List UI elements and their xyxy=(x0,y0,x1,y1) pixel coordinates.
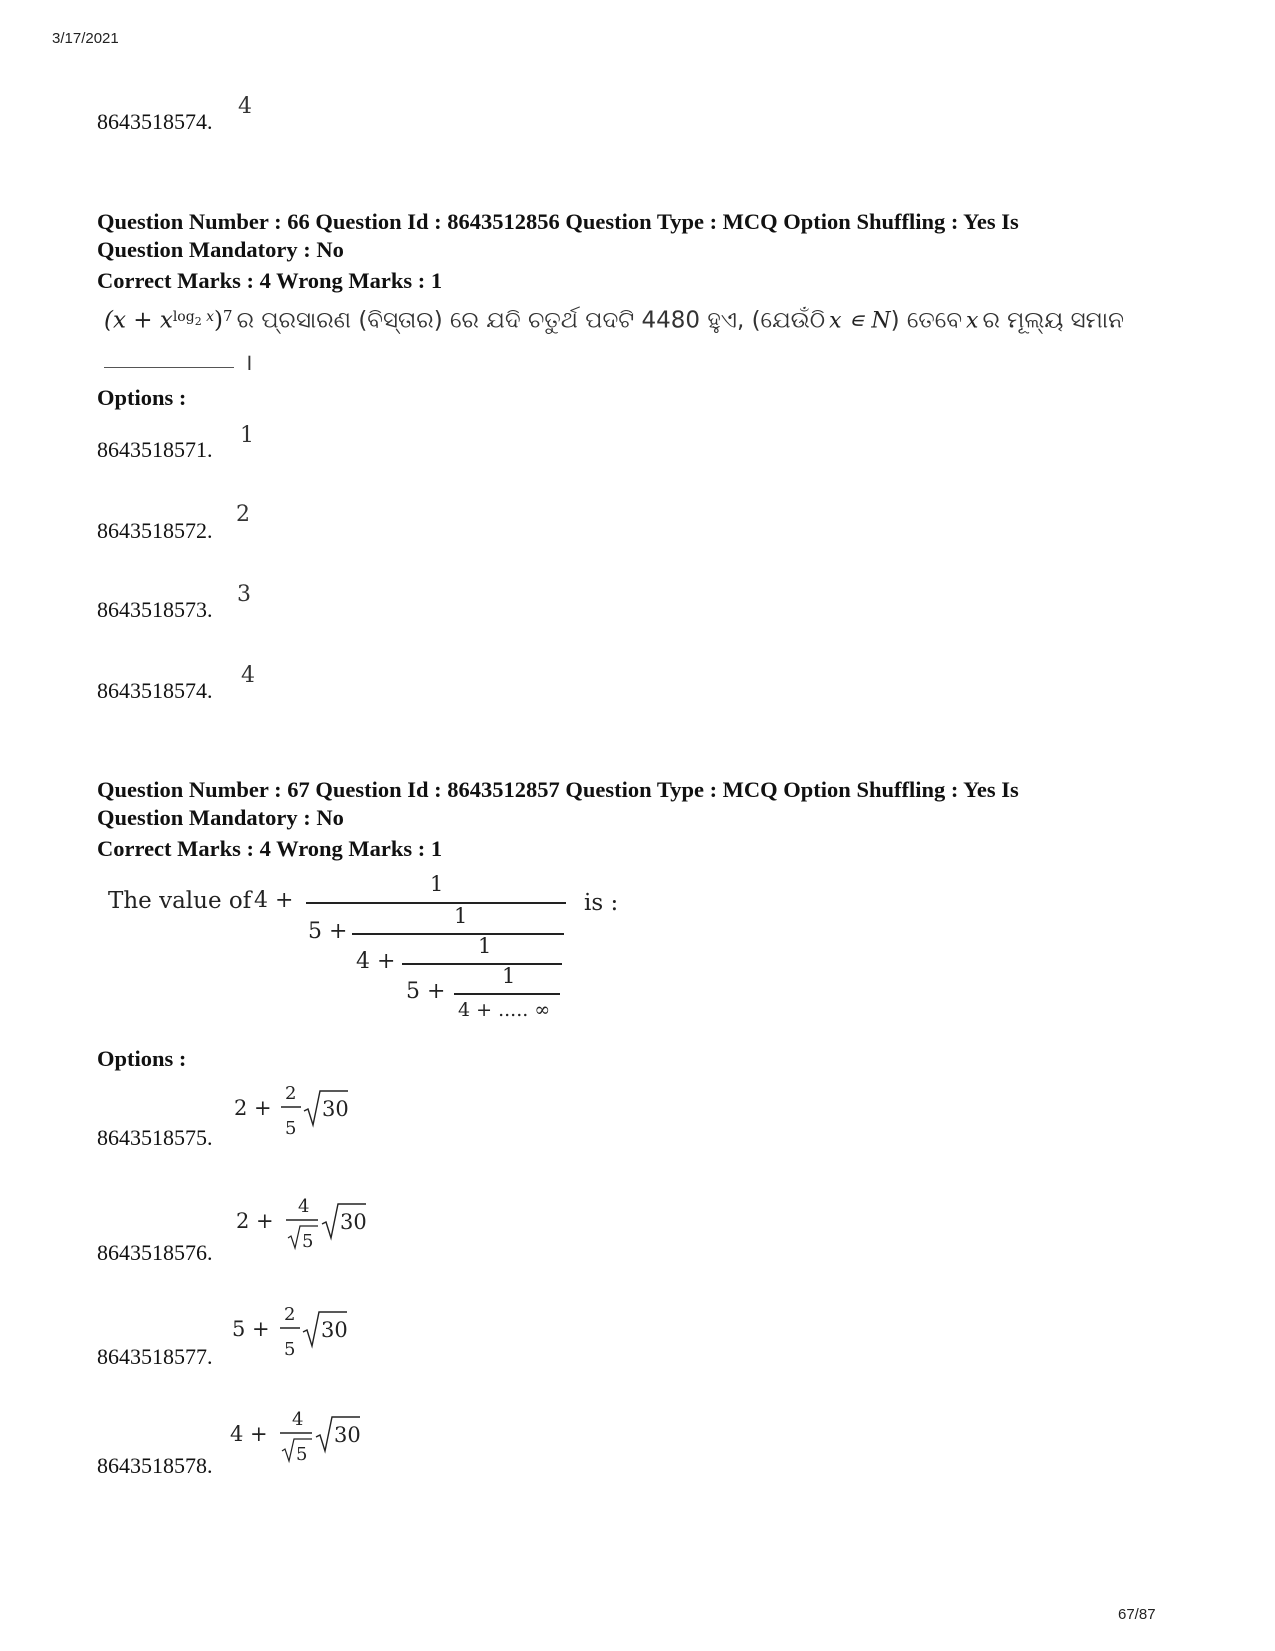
q67-option-1-radicand: 30 xyxy=(322,1097,349,1121)
q66-stem-text-3: ର ମୂଲ୍ୟ ସମାନ xyxy=(982,307,1124,334)
q67-option-3-radicand: 30 xyxy=(321,1318,348,1342)
q67-cf-bar-3 xyxy=(402,963,562,965)
q66-options-label: Options : xyxy=(97,385,187,410)
q67-option-3-math xyxy=(228,1298,358,1360)
q67-cf-num-2: 1 xyxy=(454,904,468,928)
print-date: 3/17/2021 xyxy=(52,30,119,47)
q67-option-1-num: 2 xyxy=(285,1083,297,1104)
q66-expr-log-arg: x xyxy=(201,309,215,325)
q67-continued-fraction xyxy=(104,872,644,1032)
q67-cf-bar-1 xyxy=(306,902,566,904)
q66-stem-text-2: ) ତେବେ xyxy=(890,307,963,334)
q66-answer-blank xyxy=(104,367,234,368)
q66-option-3-value: 3 xyxy=(237,582,251,607)
q67-option-1-whole: 2 + xyxy=(234,1096,272,1120)
q67-option-2-radicand: 30 xyxy=(340,1210,367,1234)
q67-option-3-num: 2 xyxy=(284,1304,296,1325)
q66-option-4-value: 4 xyxy=(241,663,255,688)
q67-suffix: is : xyxy=(584,890,619,916)
q67-options-label: Options : xyxy=(97,1046,187,1071)
q67-cf-term-2: 5 + xyxy=(308,919,348,944)
q67-option-3-id: 8643518577. xyxy=(97,1344,213,1369)
q67-option-4-math xyxy=(226,1400,366,1466)
q67-cf-bar-2 xyxy=(352,933,564,935)
q67-option-2-math xyxy=(232,1188,372,1254)
q67-option-4-num: 4 xyxy=(292,1409,304,1430)
q67-cf-tail: 4 + ..... ∞ xyxy=(458,999,551,1021)
q66-option-3-id: 8643518573. xyxy=(97,597,213,622)
q66-expr-base: (x + x xyxy=(104,307,173,334)
q67-option-4-radicand: 30 xyxy=(334,1423,361,1447)
q66-marks: Correct Marks : 4 Wrong Marks : 1 xyxy=(97,268,443,293)
q66-option-1-value: 1 xyxy=(240,423,254,448)
q66-option-2-id: 8643518572. xyxy=(97,518,213,543)
q66-expr-power: 7 xyxy=(223,307,233,325)
q67-header: Question Number : 67 Question Id : 8643512857 Question Type : MCQ Option Shuffling : Yes Is Question Mandatory : No xyxy=(97,777,1019,830)
q66-question-stem xyxy=(104,305,1144,375)
q67-option-1-den: 5 xyxy=(285,1118,297,1139)
q66-option-2-value: 2 xyxy=(236,502,250,527)
q67-option-1-id: 8643518575. xyxy=(97,1125,213,1150)
q67-cf-term-1: 4 + xyxy=(254,888,294,913)
q66-stem-text-1: ର ପ୍ରସାରଣ (ବିସ୍ତାର) ରେ ଯଦି ଚତୁର୍ଥ ପଦଟି 4480 ହୁଏ, (ଯେଉଁଠି xyxy=(236,307,826,334)
q66-header: Question Number : 66 Question Id : 8643512856 Question Type : MCQ Option Shuffling : Yes Is Question Mandatory : No xyxy=(97,209,1019,262)
q67-cf-term-4: 5 + xyxy=(406,979,446,1004)
q67-option-2-num: 4 xyxy=(298,1196,310,1217)
q67-option-1-math xyxy=(230,1078,360,1140)
q67-marks: Correct Marks : 4 Wrong Marks : 1 xyxy=(97,836,443,861)
q66-option-4-id: 8643518574. xyxy=(97,678,213,703)
q67-cf-bar-4 xyxy=(454,993,560,995)
prev-option-value: 4 xyxy=(238,94,252,119)
q67-option-3-den: 5 xyxy=(284,1339,296,1360)
q66-expr-close: ) xyxy=(214,307,224,334)
q67-option-2-id: 8643518576. xyxy=(97,1240,213,1265)
q66-expr-log: log xyxy=(172,309,195,325)
q66-expr-log-base: 2 xyxy=(194,314,202,328)
q67-option-3-whole: 5 + xyxy=(232,1317,270,1341)
prev-option-id: 8643518574. xyxy=(97,109,213,134)
q67-option-2-whole: 2 + xyxy=(236,1209,274,1233)
q67-option-4-den: 5 xyxy=(296,1444,308,1465)
q66-option-1-id: 8643518571. xyxy=(97,437,213,462)
q67-prefix: The value of xyxy=(108,888,252,914)
q67-cf-num-3: 1 xyxy=(478,934,492,958)
q66-set-math: x ∊ N xyxy=(829,308,891,334)
q67-option-2-den: 5 xyxy=(302,1231,314,1252)
q67-cf-num-4: 1 xyxy=(502,964,516,988)
q67-option-4-id: 8643518578. xyxy=(97,1453,213,1478)
q66-var-x: x xyxy=(966,308,979,334)
q67-option-4-whole: 4 + xyxy=(230,1422,268,1446)
page-number: 67/87 xyxy=(1118,1606,1156,1623)
q67-cf-num-1: 1 xyxy=(430,872,444,896)
q66-blank-end: । xyxy=(244,350,253,376)
q67-cf-term-3: 4 + xyxy=(356,949,396,974)
